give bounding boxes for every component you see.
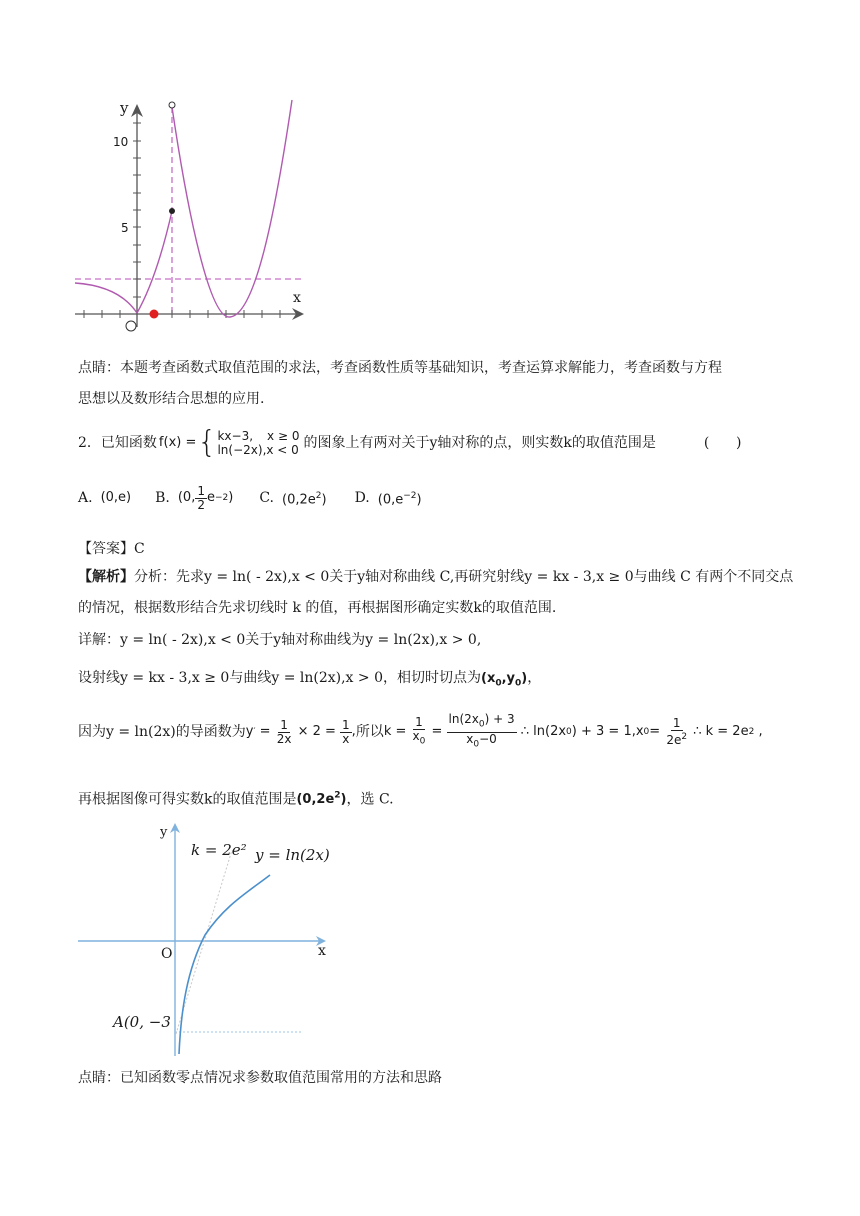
analysis-line6-text: 再根据图像可得实数k的取值范围是	[78, 791, 297, 808]
graph1-tick-10: 10	[113, 135, 129, 149]
graph2-origin-label: O	[161, 946, 173, 962]
question2-suffix: 的图象上有两对关于y轴对称的点，则实数k的取值范围是	[303, 435, 656, 451]
analysis-line1	[78, 567, 793, 587]
option-c-label: C.	[259, 490, 275, 506]
analysis-line4-a: 设射线y = kx - 3,x ≥ 0与曲线y = ln(2x),x > 0，相切时切点为	[78, 670, 481, 686]
analysis-line5	[78, 712, 763, 752]
graph2-point-label: A(0, −3	[113, 1013, 171, 1031]
analysis-line5-b: 所以	[355, 724, 384, 740]
question2-paren: ( )	[703, 435, 742, 451]
comment1-line2: 思想以及数形结合思想的应用.	[78, 391, 265, 407]
graph-1	[70, 95, 320, 340]
question2-case1-cond: x ≥ 0	[267, 429, 300, 443]
graph1-curve-right	[172, 100, 292, 317]
graph1-red-point	[150, 310, 159, 319]
analysis-line4-b: ，	[527, 670, 542, 686]
question2-line	[78, 426, 741, 460]
analysis-k-derivation: k = $\frac{1}{x_0}$ = $\frac{\ln(2x_0) + 3}{x_0-0}$ ∴ ln(2x 0 ) + 3 = 1,x 0 = $\frac{1}{2e^2}$ ∴ k = 2e 2 ,	[383, 712, 763, 749]
analysis-tangent-point: $(x_0,y_0)$	[481, 671, 528, 689]
comment1-line1: 点睛：本题考查函数式取值范围的求法，考查函数性质等基础知识，考查运算求解能力，考查函数与方程	[78, 360, 722, 376]
comment2: 点睛：已知函数零点情况求参数取值范围常用的方法和思路	[78, 1070, 442, 1086]
analysis-line6	[78, 786, 394, 810]
question2-cases	[217, 429, 299, 457]
graph1-y-label: y	[120, 99, 129, 117]
graph1-origin-marker	[126, 321, 136, 331]
graph1-filled-point	[169, 208, 175, 214]
question2-case1-expr: kx−3,	[217, 429, 254, 443]
analysis-line5-a: 因为y = ln(2x)的导函数为	[78, 724, 246, 740]
options-row	[78, 478, 422, 518]
option-a-label: A.	[78, 490, 93, 506]
graph2-curve	[179, 875, 270, 1054]
analysis-line2: 的情况，根据数形结合先求切线时 k 的值，再根据图形确定实数k的取值范围.	[78, 600, 557, 616]
graph2-curve-label: y = ln(2x)	[255, 846, 330, 864]
graph1-tick-5: 5	[121, 221, 129, 235]
question2-number: 2．	[78, 435, 101, 451]
graph2-tangent-line	[176, 850, 232, 1034]
analysis-line4	[78, 668, 541, 694]
graph1-x-label: x	[293, 290, 301, 306]
answer-value: C	[134, 541, 145, 557]
question2-func: f(x) =	[158, 435, 197, 450]
graph2-x-label: x	[318, 943, 326, 959]
question2-brace: {	[197, 425, 217, 460]
analysis-line1-text: 分析：先求y = ln( - 2x),x < 0关于y轴对称曲线 C,再研究射线y = kx - 3,x ≥ 0与曲线 C 有两个不同交点	[134, 569, 794, 585]
option-b-label: B.	[155, 490, 170, 506]
answer-label: 【答案】	[78, 541, 134, 557]
option-b-value: (0, $\frac{1}{2}$ e −2 )	[177, 483, 234, 512]
graph2-tangent-label: k = 2e²	[191, 841, 247, 859]
analysis-line6-end: ，选 C.	[346, 791, 394, 808]
option-d-label: D.	[354, 490, 370, 506]
question2-case2-cond: x < 0	[266, 443, 299, 457]
question2-case2-expr: ln(−2x),	[217, 443, 267, 457]
analysis-label: 【解析】	[78, 569, 134, 585]
option-c-value: $(0,2e^2)$	[282, 490, 327, 508]
analysis-range: $(0,2e^2)$	[296, 791, 347, 808]
answer-line	[78, 539, 145, 559]
analysis-line3: 详解：y = ln( - 2x),x < 0关于y轴对称曲线为y = ln(2x),x > 0,	[78, 632, 482, 648]
graph2-y-label: y	[160, 825, 168, 840]
option-a-value: (0,e)	[100, 490, 132, 505]
graph1-curve-left	[75, 283, 137, 313]
option-d-value: $(0,e^{-2})$	[377, 490, 422, 508]
graph1-open-point	[169, 102, 175, 108]
graph1-curve-middle	[137, 211, 172, 313]
analysis-derivative: y ′ = $\frac{1}{2x}$ × 2 = $\frac{1}{x}$ ,	[245, 717, 356, 746]
question2-prefix: 已知函数	[100, 435, 157, 451]
